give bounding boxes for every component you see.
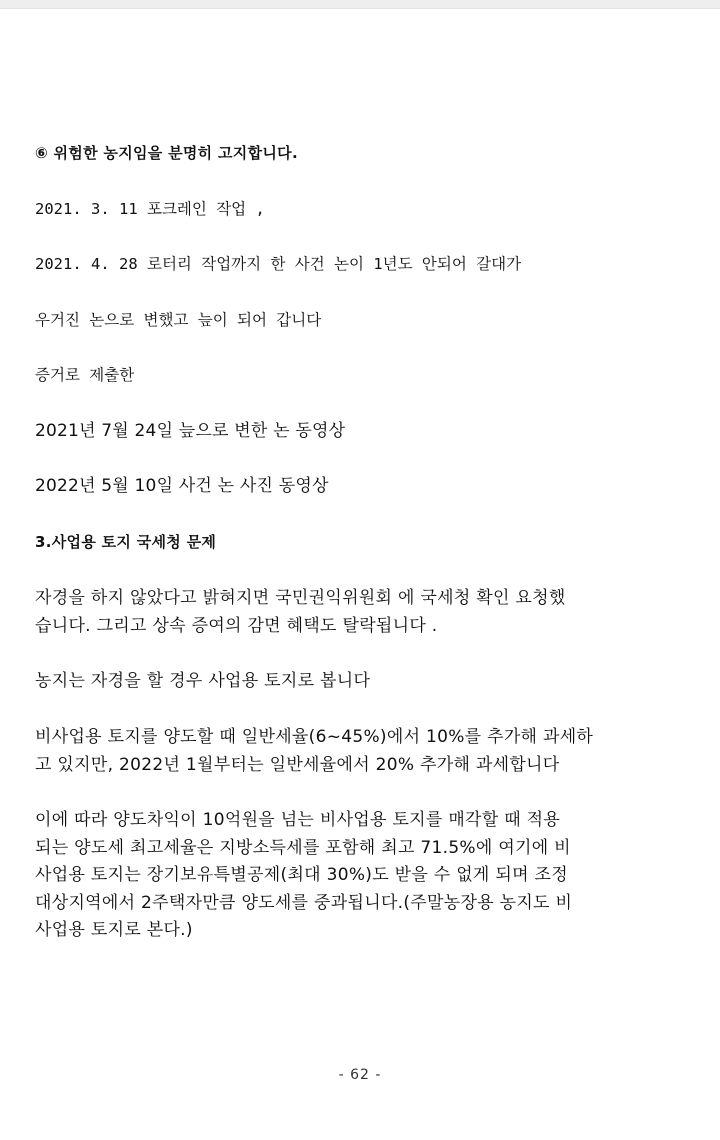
paragraph-line: 대상지역에서 2주택자만큼 양도세를 중과됩니다.(주말농장용 농지도 비 [35, 892, 573, 913]
text-line-swamp-change: 우거진 논으로 변했고 늪이 되어 갑니다 [35, 311, 322, 329]
paragraph-self-cultivation [35, 585, 685, 640]
section-heading-business-land-tax: 3.사업용 토지 국세청 문제 [35, 533, 217, 551]
page-number: - 62 - [338, 1067, 382, 1083]
paragraph-line: 농지는 자경을 할 경우 사업용 토지로 봅니다 [35, 671, 371, 691]
paragraph-line: 습니다. 그리고 상속 증여의 감면 혜택도 탈락됩니다 . [35, 615, 438, 636]
paragraph-capital-gains [35, 807, 685, 945]
section-heading-hazard-notice: ⑥ 위험한 농지임을 분명히 고지합니다. [35, 144, 298, 162]
paragraph-line: 사업용 토지는 장기보유특별공제(최대 30%)도 받을 수 없게 되며 조정 [35, 865, 568, 885]
paragraph-line: 사업용 토지로 본다.) [35, 920, 193, 940]
paragraph-line: 비사업용 토지를 양도할 때 일반세율(6~45%)에서 10%를 추가해 과세하 [35, 727, 594, 747]
paragraph-line: 고 있지만, 2022년 1월부터는 일반세율에서 20% 추가해 과세합니다 [35, 754, 560, 775]
text-line-video-2021: 2021년 7월 24일 늪으로 변한 논 동영상 [35, 421, 346, 441]
paragraph-tax-rate [35, 724, 685, 779]
text-line-video-2022: 2022년 5월 10일 사건 논 사진 동영상 [35, 476, 329, 496]
viewer-top-bar [0, 0, 720, 9]
text-line-evidence-submitted: 증거로 제출한 [35, 366, 135, 384]
text-line-rotary-work: 2021. 4. 28 로터리 작업까지 한 사건 논이 1년도 안되어 갈대가 [35, 255, 522, 273]
paragraph-farmland-business-use [35, 668, 685, 696]
paragraph-line: 되는 양도세 최고세율은 지방소득세를 포함해 최고 71.5%에 여기에 비 [35, 837, 571, 858]
text-line-excavator-work: 2021. 3. 11 포크레인 작업 , [35, 200, 265, 218]
paragraph-line: 자경을 하지 않았다고 밝혀지면 국민권익위원회 에 국세청 확인 요청했 [35, 588, 566, 608]
paragraph-line: 이에 따라 양도차익이 10억원을 넘는 비사업용 토지를 매각할 때 적용 [35, 810, 561, 830]
